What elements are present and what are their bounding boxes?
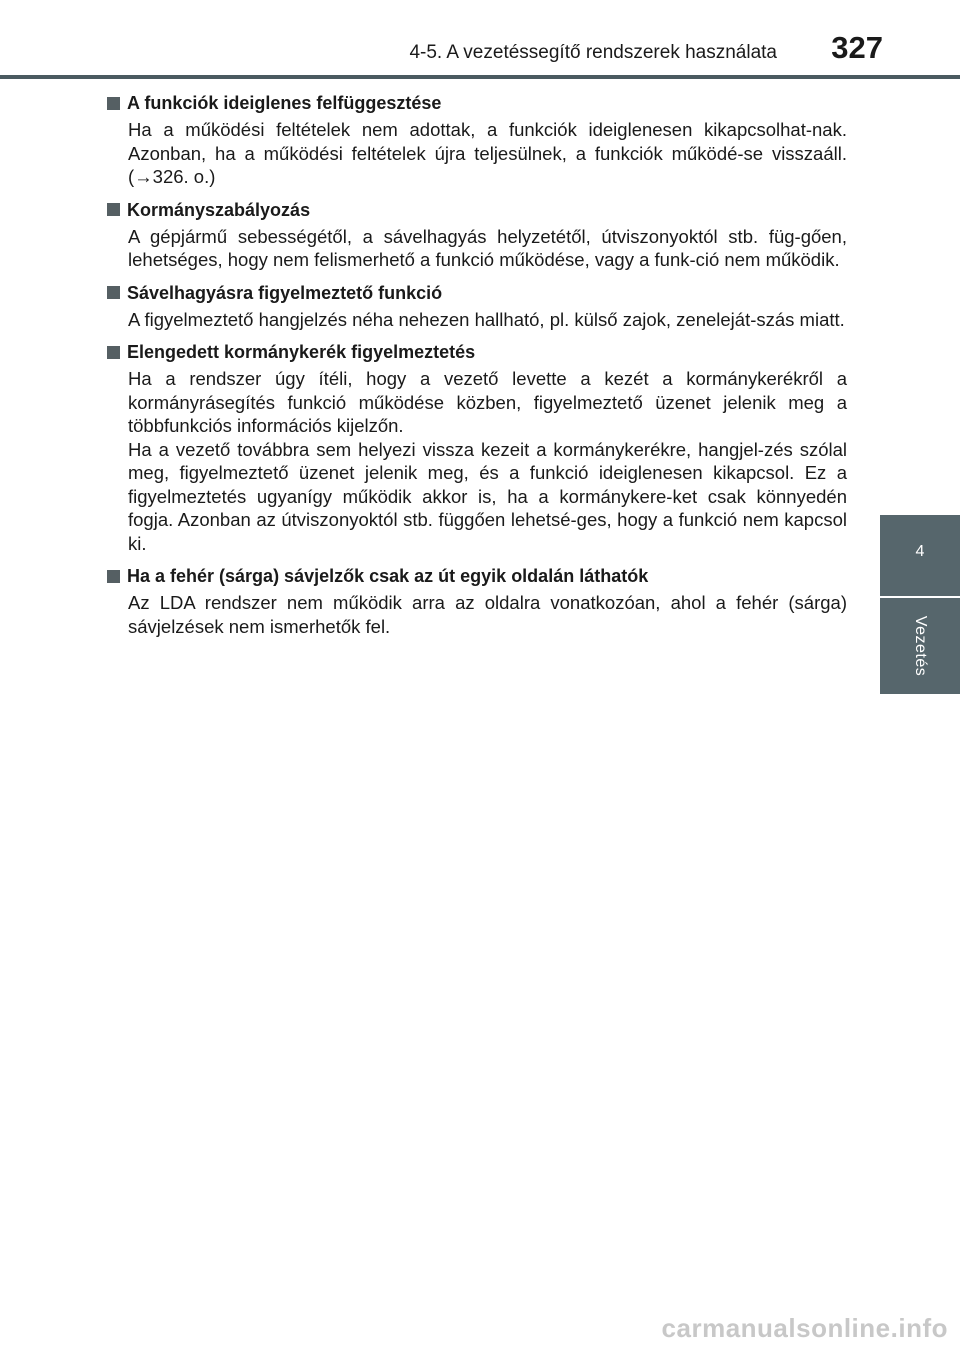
square-bullet-icon (107, 97, 120, 110)
section-lane-departure-warning (107, 280, 847, 332)
chapter-title-tab (880, 598, 960, 694)
section-heading: Sávelhagyásra figyelmeztető funkció (127, 282, 443, 303)
chapter-number: 4 (915, 543, 925, 560)
section-heading: Elengedett kormánykerék figyelmeztetés (127, 342, 476, 362)
section-suspension (107, 90, 847, 189)
page-content (107, 90, 847, 646)
section-paragraph: A figyelmeztető hangjelzés néha nehezen hallható, pl. külső zajok, zeneleját-szás miatt. (128, 308, 845, 330)
square-bullet-icon (107, 346, 120, 359)
section-paragraph: Az LDA rendszer nem működik arra az oldalra vonatkozóan, ahol a fehér (sárga) sávjelzések nem ismerhetők fel. (128, 592, 847, 637)
header-rule (0, 75, 960, 79)
watermark: carmanualsonline.info (661, 1313, 948, 1343)
page-header (0, 0, 960, 80)
section-paragraph: A gépjármű sebességétől, a sávelhagyás helyzetétől, útviszonyoktól stb. füg-gően, lehetséges, hogy nem felismerhető a funkció működése, vagy a funk-ció nem működik. (128, 225, 847, 270)
section-heading: Ha a fehér (sárga) sávjelzők csak az út egyik oldalán láthatók (127, 566, 649, 586)
section-paragraph: Ha a rendszer úgy ítéli, hogy a vezető levette a kezét a kormánykerékről a kormányrásegítés funkció működése közben, figyelmeztető üzenet jelenik meg a többfunkciós információs kijelzőn. (128, 368, 847, 436)
section-hands-off-warning (107, 339, 847, 555)
section-steering-control (107, 197, 847, 272)
section-heading: A funkciók ideiglenes felfüggesztése (127, 93, 442, 113)
square-bullet-icon (107, 286, 120, 299)
page-number: 327 (831, 30, 883, 65)
chapter-title: Vezetés (912, 615, 929, 677)
section-title: 4-5. A vezetéssegítő rendszerek használata (409, 42, 777, 63)
section-paragraph: Ha a működési feltételek nem adottak, a funkciók ideiglenesen kikapcsolhat-nak. Azonban, ha a működési feltételek újra teljesülnek, a funkciók működé-se visszaáll. (→326. o.) (128, 119, 847, 187)
section-lane-markings-one-side (107, 563, 847, 638)
square-bullet-icon (107, 203, 120, 216)
square-bullet-icon (107, 570, 120, 583)
section-paragraph: Ha a vezető továbbra sem helyezi vissza kezeit a kormánykerékre, hangjel-zés szólal meg, figyelmeztető üzenet jelenik meg, és a funkció ideiglenesen kikapcsol. Ez a figyelmeztetés ugyanígy működik akkor is, ha a kormánykere-ket csak könnyedén fogja. Azonban az útviszonyoktól stb. függően lehetsé-ges, hogy a funkció nem kapcsol ki. (128, 438, 847, 554)
section-heading: Kormányszabályozás (127, 199, 311, 220)
chapter-tab (880, 515, 960, 596)
